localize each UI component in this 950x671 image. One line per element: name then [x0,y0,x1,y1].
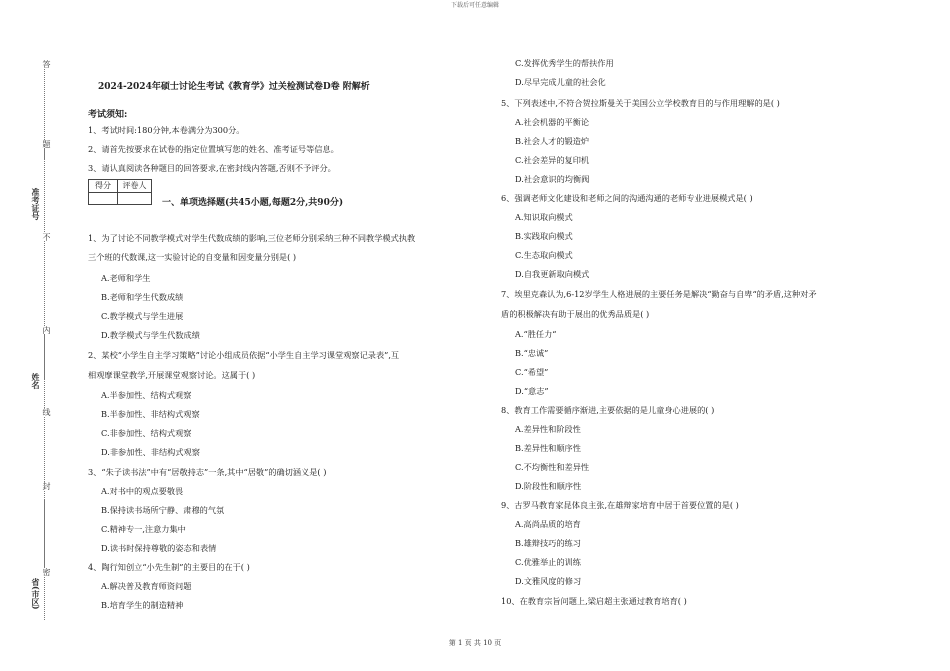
notice-item: 2、请首先按要求在试卷的指定位置填写您的姓名、准考证号等信息。 [88,144,339,154]
question-option: D.文雅风度的修习 [515,576,582,586]
question-option: A.社会机器的平衡论 [515,117,590,127]
score-box [88,179,152,205]
question-option: D.非参加性、非结构式观察 [101,447,200,457]
question-option: C.社会差异的复印机 [515,155,590,165]
question-option: A.对书中的观点要敬畏 [101,486,184,496]
question-option: A.老师和学生 [101,273,151,283]
question-option: A.高尚品质的培育 [515,519,581,529]
question-stem: 5、下列表述中,不符合贺拉斯曼关于美国公立学校教育目的与作用理解的是( ) [501,98,780,108]
question-option: D.教学模式与学生代数成绩 [101,330,200,340]
question-option: B.“忠诚” [515,348,549,358]
margin-label-zhunkao: 准考证号 [31,188,41,220]
question-option: A.半参加性、结构式观察 [101,390,192,400]
question-option: A.知识取向模式 [515,212,573,222]
question-stem: 7、埃里克森认为,6-12岁学生人格进展的主要任务是解决“勤奋与自卑“的矛盾,这种对矛 [501,289,817,299]
question-stem: 盾的积极解决有助于展出的优秀品质是( ) [501,309,650,319]
margin-mark-ti: 题 [42,140,51,148]
question-option: B.雄辩技巧的练习 [515,538,581,548]
question-option: D.读书时保持尊敬的姿态和表情 [101,543,217,553]
question-stem: 9、古罗马教育家昆体良主张,在雄辩家培育中居于首要位置的是( ) [501,500,739,510]
question-option: B.保持读书场所宁静、肃穆的气氛 [101,505,225,515]
question-option: C.非参加性、结构式观察 [101,428,192,438]
question-option: C.发挥优秀学生的帮扶作用 [515,58,614,68]
question-stem: 10、在教育宗旨问题上,梁启超主张通过教育培育( ) [501,596,687,606]
margin-mark-bu: 不 [42,233,51,241]
question-option: D.自我更新取向模式 [515,269,590,279]
question-option: B.老师和学生代数成绩 [101,292,184,302]
question-option: C.教学模式与学生进展 [101,311,184,321]
margin-mark-xian: 线 [42,408,51,416]
question-stem: 三个班的代数课,这一实验讨论的自变量和因变量分别是( ) [88,252,297,262]
question-option: D.“意志” [515,386,549,396]
question-stem: 4、陶行知创立“小先生制”的主要目的在于( ) [88,562,250,572]
question-option: C.不均衡性和差异性 [515,462,590,472]
question-stem: 1、为了讨论不同教学模式对学生代数成绩的影响,三位老师分别采纳三种不同教学模式执教 [88,233,416,243]
margin-label-name: 姓名 [31,373,41,389]
question-stem: 相观摩课堂教学,开展课堂观察讨论。这属于( ) [88,370,256,380]
question-option: D.尽早完成儿童的社会化 [515,77,606,87]
margin-mark-mi: 密 [42,568,51,576]
question-option: B.社会人才的锻造炉 [515,136,590,146]
score-label: 得分 [89,180,118,192]
question-option: C.精神专一,注意力集中 [101,524,186,534]
question-option: B.差异性和顺序性 [515,443,581,453]
question-stem: 8、教育工作需要循序渐进,主要依据的是儿童身心进展的( ) [501,405,715,415]
question-stem: 2、某校“小学生自主学习策略”讨论小组成员依据“小学生自主学习课堂观察记录表”,互 [88,350,400,360]
field-line-name [44,330,45,380]
question-option: A.“胜任力“ [515,329,557,339]
question-option: B.培育学生的制造精神 [101,600,184,610]
margin-mark-feng: 封 [42,482,51,490]
exam-title: 2024-2024年硕士讨论生考试《教育学》过关检测试卷D卷 附解析 [98,82,370,92]
question-option: B.实践取向模式 [515,231,573,241]
notice-item: 3、请认真阅读各种题目的回答要求,在密封线内答题,否则不予评分。 [88,163,336,173]
question-option: C.生态取向模式 [515,250,573,260]
question-option: D.阶段性和顺序性 [515,481,582,491]
question-option: D.社会意识的均衡阀 [515,174,590,184]
notice-item: 1、考试时间:180分钟,本卷满分为300分。 [88,125,245,135]
margin-mark-nei: 内 [42,326,51,334]
field-line-province [44,500,45,570]
question-option: B.半参加性、非结构式观察 [101,409,200,419]
header-note: 下载后可任意编辑 [450,2,499,9]
reviewer-label: 评卷人 [122,181,147,190]
question-option: A.解决普及教育师资问题 [101,581,192,591]
section-title: 一、单项选择题(共45小题,每题2分,共90分) [162,198,344,208]
margin-mark-da: 答 [42,60,51,68]
question-option: C.优雅举止的训练 [515,557,581,567]
question-option: C.“希望” [515,367,549,377]
margin-label-province: 省(市区) [31,578,41,610]
question-stem: 3、“朱子读书法”中有“居敬持志”一条,其中“居敬”的确切涵义是( ) [88,467,327,477]
question-stem: 6、强调老师文化建设和老师之间的沟通沟通的老师专业进展模式是( ) [501,193,753,203]
page-footer: 第 1 页 共 10 页 [448,639,502,647]
notice-title: 考试须知: [88,110,128,120]
question-option: A.差异性和阶段性 [515,424,581,434]
